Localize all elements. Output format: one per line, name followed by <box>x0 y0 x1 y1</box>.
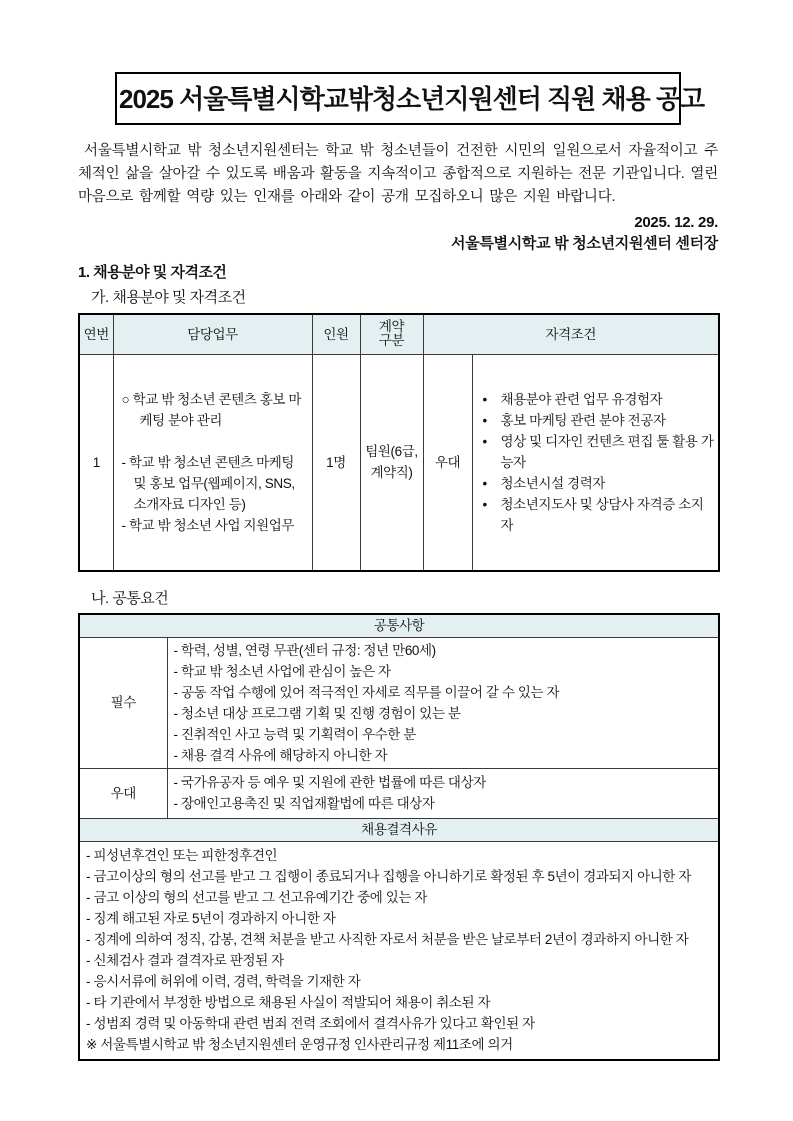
signer-title: 서울특별시학교 밖 청소년지원센터 센터장 <box>450 235 718 252</box>
disqualification-items <box>79 841 719 1060</box>
cell-qualification-type: 우대 <box>423 354 472 571</box>
preferred-item: - 국가유공자 등 예우 및 지원에 관한 법률에 따른 대상자 <box>173 775 486 790</box>
recruit-table <box>78 313 720 572</box>
duty-main: ○ 학교 밖 청소년 콘텐츠 홍보 마케팅 분야 관리 <box>121 391 302 428</box>
disqualification-item: - 신체검사 결과 결격자로 판정된 자 <box>86 952 284 968</box>
disqualification-item: - 금고 이상의 형의 선고를 받고 그 선고유예기간 중에 있는 자 <box>86 889 427 905</box>
header-cell-no: 연번 <box>79 314 113 354</box>
date-signer-block <box>78 212 718 254</box>
disqualification-note: ※ 서울특별시학교 밖 청소년지원센터 운영규정 인사관리규정 제11조에 의거 <box>86 1036 513 1052</box>
header-cell-qualification: 자격조건 <box>423 314 719 354</box>
recruit-table-row <box>79 354 719 571</box>
disqualification-item: - 타 기관에서 부정한 방법으로 채용된 사실이 적발되어 채용이 취소된 자 <box>86 994 491 1010</box>
preferred-item: - 장애인고용촉진 및 직업재활법에 따른 대상자 <box>173 796 435 811</box>
header-cell-duties: 담당업무 <box>113 314 312 354</box>
required-items <box>167 637 719 768</box>
preferred-label: 우대 <box>79 768 167 818</box>
qualification-item: • 영상 및 디자인 컨텐츠 편집 툴 활용 가능자 <box>473 431 715 473</box>
disqualification-title: 채용결격사유 <box>79 818 719 841</box>
qualification-item: • 청소년시설 경력자 <box>473 473 715 494</box>
cell-qualification-items <box>472 354 719 571</box>
duty-item: - 학교 밖 청소년 콘텐츠 마케팅 및 홍보 업무(웹페이지, SNS, 소개자료 디자인 등) <box>121 454 295 512</box>
common-title-row <box>79 614 719 637</box>
cell-duties <box>113 354 312 571</box>
disqualification-title-row <box>79 818 719 841</box>
header-cell-headcount: 인원 <box>312 314 360 354</box>
duty-item: - 학교 밖 청소년 사업 지원업무 <box>121 517 295 533</box>
page-title: 2025 서울특별시학교밖청소년지원센터 직원 채용 공고 <box>119 84 705 114</box>
section-1-heading: 1. 채용분야 및 자격조건 <box>78 264 227 281</box>
qualification-item: • 홍보 마케팅 관련 분야 전공자 <box>473 410 715 431</box>
preferred-items <box>167 768 719 818</box>
cell-headcount: 1명 <box>312 354 360 571</box>
qualification-item: • 채용분야 관련 업무 유경험자 <box>473 389 715 410</box>
cell-contract: 팀원(6급, 계약직) <box>360 354 423 571</box>
common-title: 공통사항 <box>79 614 719 637</box>
common-requirements-table <box>78 613 720 1061</box>
section-1a-heading: 가. 채용분야 및 자격조건 <box>91 289 246 306</box>
recruit-table-header-row <box>79 314 719 354</box>
header-cell-contract: 계약 구분 <box>360 314 423 354</box>
disqualification-item: - 성범죄 경력 및 아동학대 관련 범죄 전력 조회에서 결격사유가 있다고 확인된 자 <box>86 1015 535 1031</box>
disqualification-item: - 징계 해고된 자로 5년이 경과하지 아니한 자 <box>86 910 336 926</box>
required-item: - 진취적인 사고 능력 및 기획력이 우수한 분 <box>173 726 416 742</box>
disqualification-row <box>79 841 719 1060</box>
preferred-row <box>79 768 719 818</box>
disqualification-item: - 응시서류에 허위에 이력, 경력, 학력을 기재한 자 <box>86 973 361 989</box>
disqualification-item: - 금고이상의 형의 선고를 받고 그 집행이 종료되거나 집행을 아니하기로 확정된 후 5년이 경과되지 아니한 자 <box>86 868 692 884</box>
required-label: 필수 <box>79 637 167 768</box>
announcement-date: 2025. 12. 29. <box>634 214 718 231</box>
section-1b-heading: 나. 공통요건 <box>91 590 169 607</box>
required-row <box>79 637 719 768</box>
disqualification-item: - 피성년후견인 또는 피한정후견인 <box>86 847 278 863</box>
required-item: - 학력, 성별, 연령 무관(센터 규정: 정년 만60세) <box>173 642 436 658</box>
required-item: - 학교 밖 청소년 사업에 관심이 높은 자 <box>173 663 391 679</box>
required-item: - 공동 작업 수행에 있어 적극적인 자세로 직무를 이끌어 갈 수 있는 자 <box>173 684 560 700</box>
required-item: - 채용 결격 사유에 해당하지 아니한 자 <box>173 747 388 763</box>
disqualification-item: - 징계에 의하여 정직, 감봉, 견책 처분을 받고 사직한 자로서 처분을 받은 날로부터 2년이 경과하지 아니한 자 <box>86 931 689 947</box>
title-box <box>115 72 705 125</box>
intro-paragraph: 서울특별시학교 밖 청소년지원센터는 학교 밖 청소년들이 건전한 시민의 일원으로서 자율적이고 주체적인 삶을 살아갈 수 있도록 배움과 활동을 지속적이고 종합적으로 지원하는 전문 기관입니다. 열린 마음으로 함께할 역량 있는 인재를 아래와 같이 공개 모집하오니 많은 지원 바랍니다. <box>78 143 718 205</box>
cell-no: 1 <box>79 354 113 571</box>
qualification-item: • 청소년지도사 및 상담사 자격증 소지자 <box>473 494 715 536</box>
required-item: - 청소년 대상 프로그램 기획 및 진행 경험이 있는 분 <box>173 705 461 721</box>
